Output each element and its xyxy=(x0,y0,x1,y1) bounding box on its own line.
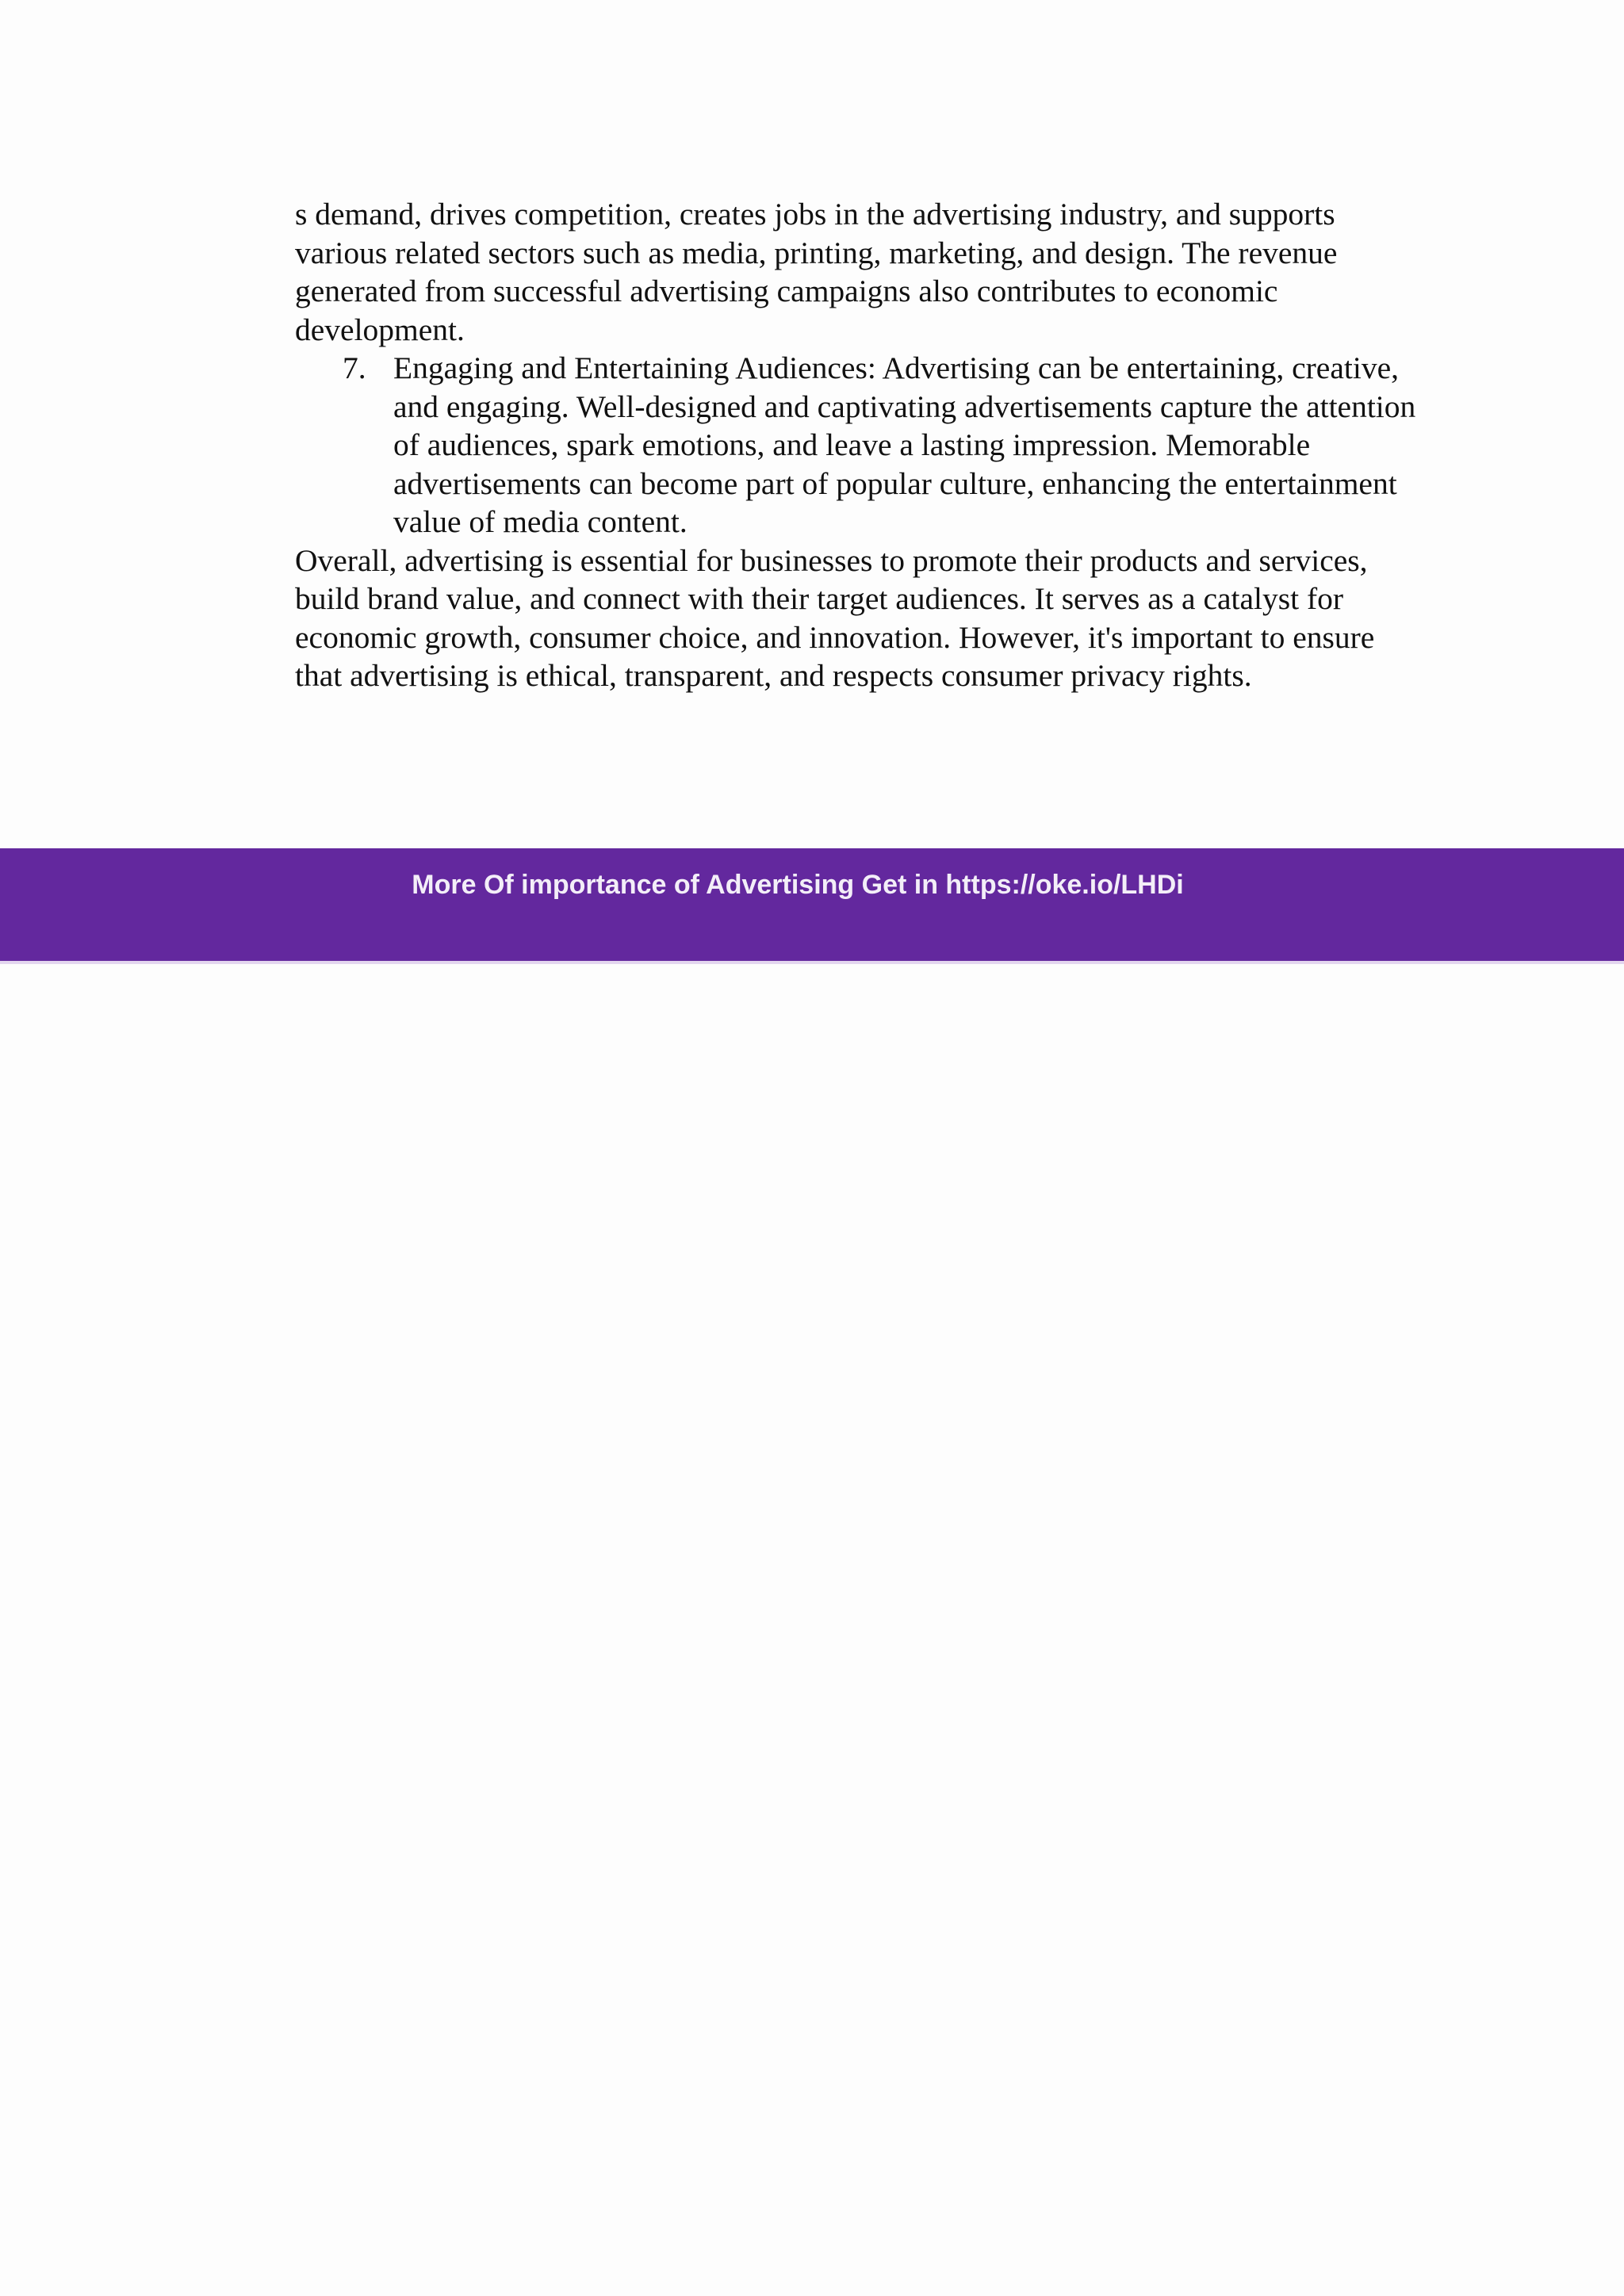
footer-link-text[interactable]: More Of importance of Advertising Get in https://oke.io/LHDi xyxy=(412,870,1184,900)
footer-banner xyxy=(0,848,1624,961)
paragraph-conclusion: Overall, advertising is essential for businesses to promote their products and services, build brand value, and connect with their target audiences. It serves as a catalyst for economic growth, consumer choice, and innovation. However, it's important to ensure that advertising is ethical, transparent, and respects consumer privacy rights. xyxy=(295,542,1375,693)
footer-divider xyxy=(0,961,1624,964)
paragraph-continuation: s demand, drives competition, creates jobs in the advertising industry, and supports various related sectors such as media, printing, marketing, and design. The revenue generated from successful advertising campaigns also contributes to economic development. xyxy=(295,197,1338,347)
list-item-text: Engaging and Entertaining Audiences: Advertising can be entertaining, creative, and engaging. Well-designed and captivating advertisements capture the attention of audiences, spark emotions, and leave a lasting impression. Memorable advertisements can become part of popular culture, enhancing the entertainment value of media content. xyxy=(393,350,1416,539)
list-item xyxy=(295,349,1421,541)
list-item-number: 7. xyxy=(343,350,366,385)
numbered-list xyxy=(295,349,1421,541)
document-body xyxy=(295,195,1421,695)
